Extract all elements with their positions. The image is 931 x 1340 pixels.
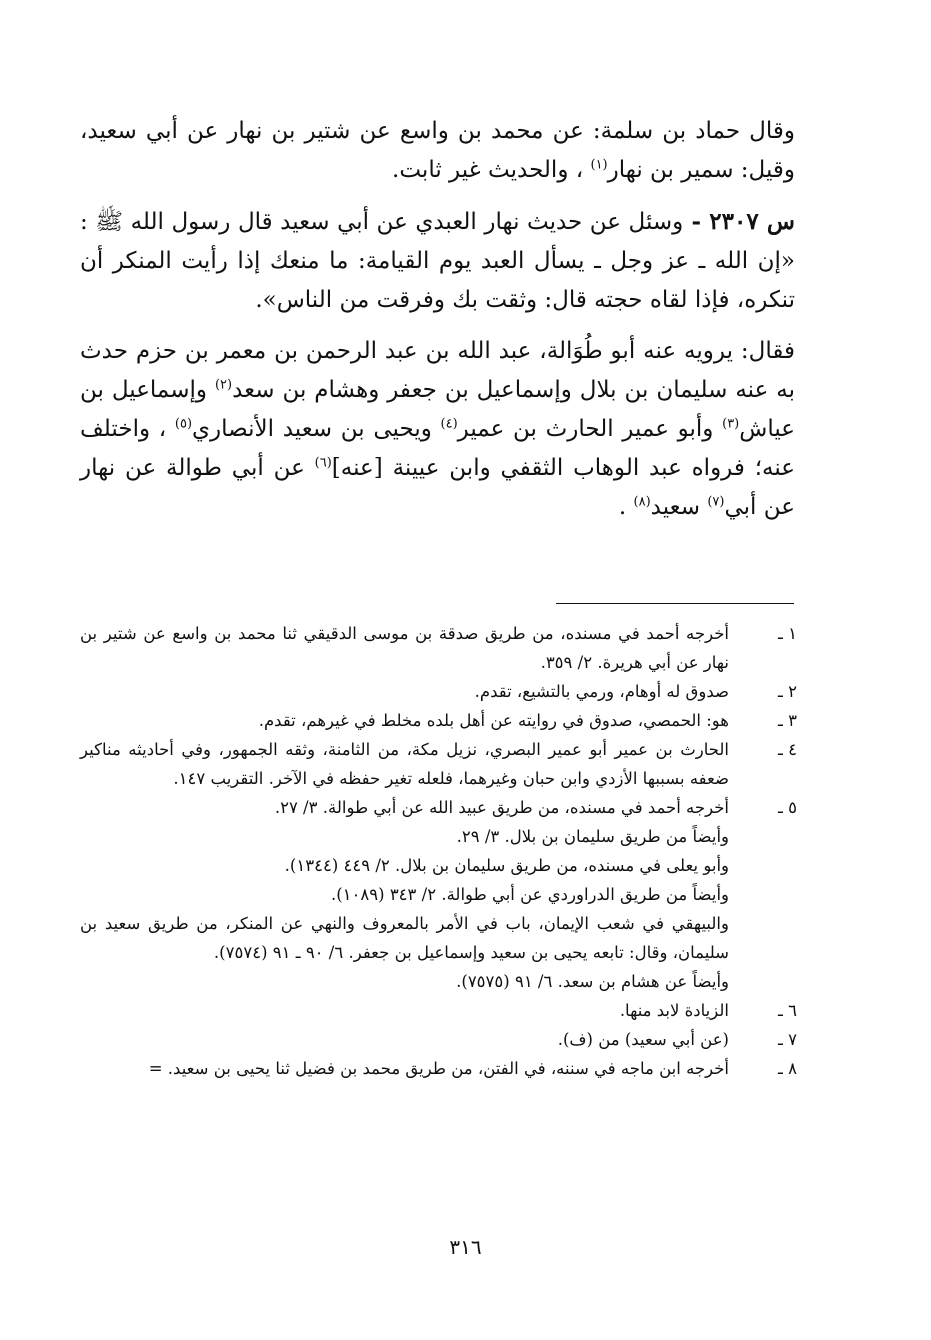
footnote-number: ١ ـ xyxy=(778,624,797,643)
footnote-text: الحارث بن عمير أبو عمير البصري، نزيل مكة، من الثامنة، وثقه الجمهور، وفي أحاديثه مناكير ضعفه بسببها الأزدي وابن حبان وغيرهما، فلعله تغير حفظه في الآخر. التقريب ١٤٧. xyxy=(80,740,729,788)
footnote-2 xyxy=(80,677,797,706)
footnote-ref: (١) xyxy=(590,157,608,173)
footnote-1 xyxy=(80,619,797,677)
footnote-ref: (٤) xyxy=(440,416,458,432)
text: وقال حماد بن سلمة: عن محمد بن واسع عن شتير بن نهار عن أبي سعيد، وقيل: سمير بن نهار xyxy=(80,118,795,183)
text: . xyxy=(618,494,634,520)
footnote-number: ٧ ـ xyxy=(778,1030,797,1049)
footnote-text: والبيهقي في شعب الإيمان، باب في الأمر بالمعروف والنهي عن المنكر، من طريق سعيد بن سليمان، وقال: تابعه يحيى بن سعيد وإسماعيل بن جعفر. ٦/ ٩٠ ـ ٩١ (٧٥٧٤). xyxy=(80,914,729,962)
footnote-text: وأيضاً من طريق الدراوردي عن أبي طوالة. ٢/ ٣٤٣ (١٠٨٩). xyxy=(330,885,729,904)
footnote-number: ٦ ـ xyxy=(778,1001,797,1020)
text: وإسماعيل بن عياش xyxy=(80,377,795,442)
footnote-7 xyxy=(80,1025,797,1054)
footnote-text: هو: الحمصي، صدوق في روايته عن أهل بلده مخلط في غيرهم، تقدم. xyxy=(258,711,729,730)
text: وأبو عمير الحارث بن عمير xyxy=(457,416,723,442)
footnote-text: وأيضاً من طريق سليمان بن بلال. ٣/ ٢٩. xyxy=(456,827,729,846)
footnote-number: ٥ ـ xyxy=(778,798,797,817)
footnote-ref: (٨) xyxy=(633,494,651,510)
footnote-text: أخرجه أحمد في مسنده، من طريق صدقة بن موسى الدقيقي ثنا محمد بن واسع عن شتير بن نهار عن أبي هريرة. ٢/ ٣٥٩. xyxy=(80,624,729,672)
footnote-text: وأيضاً عن هشام بن سعد. ٦/ ٩١ (٧٥٧٥). xyxy=(456,972,729,991)
footnote-ref: (٧) xyxy=(707,494,725,510)
text: ، والحديث غير ثابت. xyxy=(392,157,591,183)
text: ، واختلف عنه؛ فرواه عبد الوهاب الثقفي وابن عيينة [عنه] xyxy=(80,416,796,481)
footnote-8 xyxy=(80,1054,797,1083)
text: سعيد xyxy=(650,494,708,520)
footnotes xyxy=(80,619,797,1083)
question-text: وسئل عن حديث نهار العبدي عن أبي سعيد قال رسول الله ﷺ : «إن الله ـ عز وجل ـ يسأل العبد يوم القيامة: ما منعك إذا رأيت المنكر أن تنكره، فإذا لقاه حجته قال: وثقت بك وفرقت من الناس». xyxy=(80,209,795,313)
footnote-3 xyxy=(80,706,797,735)
main-text xyxy=(80,112,795,527)
footnote-5 xyxy=(80,793,797,996)
footnote-number: ٨ ـ xyxy=(778,1059,797,1078)
footnote-text: أخرجه ابن ماجه في سننه، في الفتن، من طريق محمد بن فضيل ثنا يحيى بن سعيد. = xyxy=(148,1059,729,1078)
question-number: س ٢٣٠٧ - xyxy=(683,208,795,235)
footnote-ref: (٣) xyxy=(722,416,740,432)
paragraph-1 xyxy=(80,112,795,190)
text: ويحيى بن سعيد الأنصاري xyxy=(192,416,441,442)
footnote-text: أخرجه أحمد في مسنده، من طريق عبيد الله عن أبي طوالة. ٣/ ٢٧. xyxy=(274,798,729,817)
footnote-ref: (٢) xyxy=(214,377,233,393)
text: فقال: يرويه عنه أبو طُوَالة، عبد الله بن عبد الرحمن بن معمر بن حزم حدث به عنه سليمان بن بلال وإسماعيل بن جعفر وهشام بن سعد xyxy=(80,338,795,403)
footnote-ref: (٦) xyxy=(314,455,332,471)
footnote-4 xyxy=(80,735,797,793)
answer-paragraph xyxy=(80,332,795,527)
footnote-text: الزيادة لابد منها. xyxy=(619,1001,729,1020)
footnote-number: ٤ ـ xyxy=(778,740,797,759)
footnote-number: ٣ ـ xyxy=(778,711,797,730)
page-number: ٣١٦ xyxy=(449,1235,482,1259)
text: عن أبي طوالة عن نهار عن أبي xyxy=(80,455,795,520)
footnote-text: وأبو يعلى في مسنده، من طريق سليمان بن بلال. ٢/ ٤٤٩ (١٣٤٤). xyxy=(284,856,729,875)
footnote-text: صدوق له أوهام، ورمي بالتشيع، تقدم. xyxy=(474,682,729,701)
footnote-ref: (٥) xyxy=(174,416,193,432)
footnote-text: (عن أبي سعيد) من (ف). xyxy=(557,1030,729,1049)
footnote-6 xyxy=(80,996,797,1025)
footnote-separator xyxy=(556,603,794,604)
question-paragraph xyxy=(80,202,795,320)
footnote-number: ٢ ـ xyxy=(778,682,797,701)
